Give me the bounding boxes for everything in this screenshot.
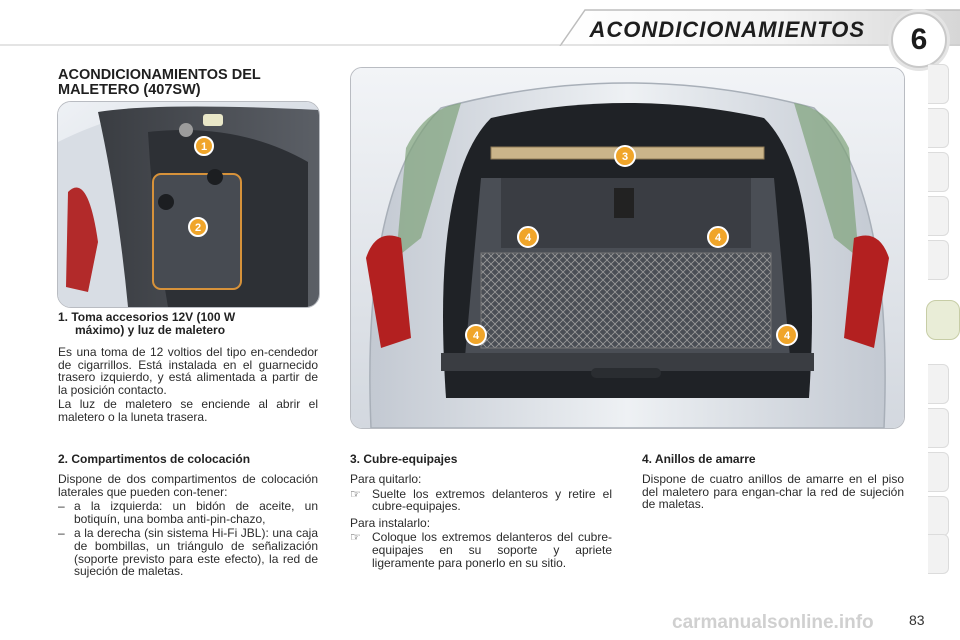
callout-4-label: 4 [472,330,480,342]
item1-heading-line1: 1. Toma accesorios 12V (100 W [58,310,236,324]
callout-2-marker [187,216,209,238]
item3-heading: 3. Cubre-equipajes [350,452,458,466]
chapter-number-badge: 6 [891,12,947,68]
item1-paragraph-2: La luz de maletero se enciende al abrir el maletero o la luneta trasera. [58,397,318,424]
item1-paragraph-1: Es una toma de 12 voltios del tipo en-cendedor de cigarrillos. Está instalada en el guarnecido trasero izquierdo, y está alimentada a partir de la posición contacto. [58,345,318,397]
item3-install-step [350,531,612,569]
item4-body [642,473,904,511]
chapter-tab[interactable] [928,152,949,192]
trunk-side-illustration [57,101,320,308]
callout-3-marker [613,144,637,168]
item3-remove-text: Suelte los extremos delanteros y retire el cubre-equipajes. [372,486,612,514]
section-title: ACONDICIONAMIENTOS DEL MALETERO (407SW) [58,67,261,98]
item4-paragraph-1: Dispone de cuatro anillos de amarre en el piso del maletero para engan-char la red de sujeción de maletas. [642,472,904,512]
callout-1-marker [193,135,215,157]
callout-4-label: 4 [783,330,791,342]
item2-paragraph-1: Dispone de dos compartimentos de colocación laterales que pueden con-tener: [58,472,318,499]
chapter-tab[interactable] [928,364,949,404]
page-header-title: ACONDICIONAMIENTOS [589,17,865,42]
hand-pointer-icon: ☞ [350,530,361,545]
item3-install-label: Para instalarlo: [350,515,431,530]
chapter-tab[interactable] [928,240,949,280]
item3-body [350,473,612,569]
callout-4-marker-top-left [516,225,540,249]
item4-heading: 4. Anillos de amarre [642,452,756,466]
page-number: 83 [909,612,925,628]
callout-1-label: 1 [200,141,208,153]
chapter-tab[interactable] [928,196,949,236]
trunk-rear-illustration [350,67,905,429]
chapter-tabs [928,64,950,572]
callout-4-marker-top-right [706,225,730,249]
hand-pointer-icon: ☞ [350,486,361,501]
item1-heading-line2: máximo) y luz de maletero [75,323,226,337]
dash-marker: – [58,499,65,514]
item2-bullet-1 [58,500,318,525]
item2-heading: 2. Compartimentos de colocación [58,452,251,466]
callout-3-label: 3 [621,151,629,163]
callout-4-marker-bottom-left [464,323,488,347]
watermark: carmanualsonline.info [672,612,874,633]
item3-install-text: Coloque los extremos delanteros del cubre-equipajes en su soporte y apriete ligeramente para ponerlo en su sitio. [372,530,612,570]
item3-remove-label: Para quitarlo: [350,472,422,486]
item2-bullet-1-text: a la izquierda: un bidón de aceite, un botiquín, una bomba anti-pin-chazo, [74,499,318,526]
chapter-tab[interactable] [928,496,949,536]
callout-4-label: 4 [524,232,532,244]
callout-2-label: 2 [194,222,202,234]
item2-body [58,473,318,578]
chapter-tab[interactable] [928,64,949,104]
item1-body [58,346,318,424]
item2-bullet-2 [58,527,318,577]
chapter-tab[interactable] [928,108,949,148]
callout-4-marker-bottom-right [775,323,799,347]
dash-marker: – [58,526,65,541]
chapter-tab-active[interactable] [926,300,960,340]
chapter-tab[interactable] [928,534,949,574]
item2-bullet-2-text: a la derecha (sin sistema Hi-Fi JBL): una caja de bombillas, un triángulo de señalización (soporte previsto para este efecto), la red de sujeción de maletas. [74,526,318,579]
item3-remove-step [350,488,612,513]
chapter-tab[interactable] [928,408,949,448]
chapter-tab[interactable] [928,452,949,492]
callout-4-label: 4 [714,232,722,244]
